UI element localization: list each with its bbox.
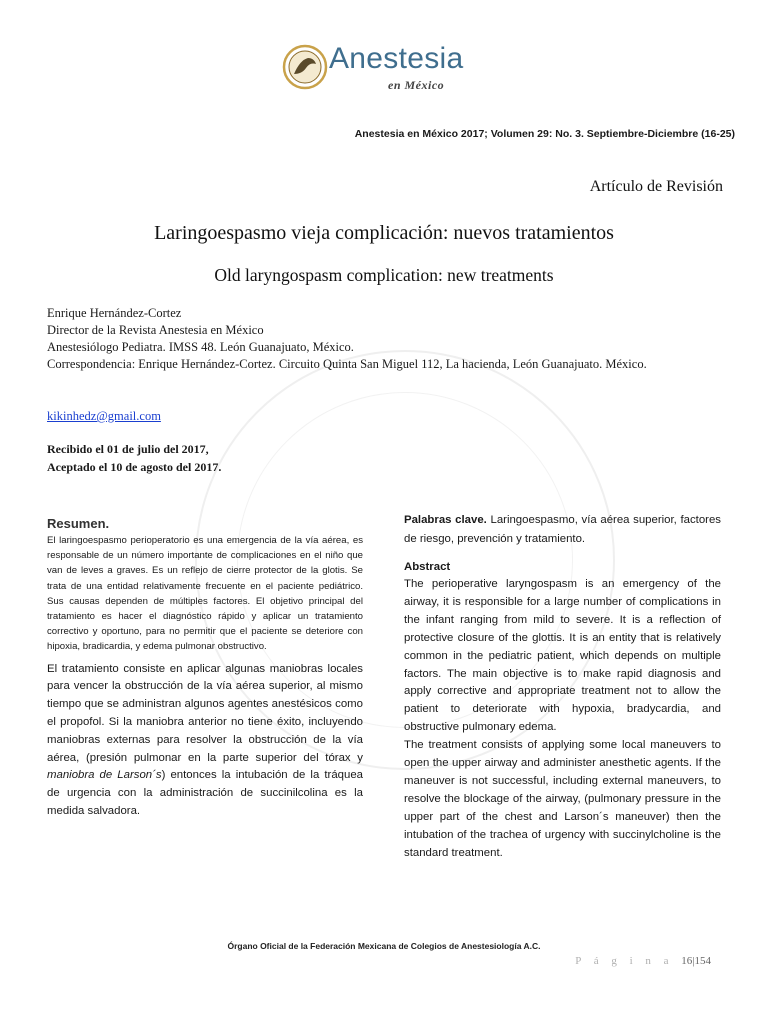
keywords-label: Palabras clave. — [404, 514, 487, 526]
anesthesia-emblem-icon — [282, 44, 328, 90]
author-affiliation-line: Anestesiólogo Pediatra. IMSS 48. León Guanajuato, México. — [47, 340, 354, 354]
page-sequence-separator: | — [692, 955, 695, 967]
page-label: P á g i n a — [575, 955, 674, 967]
article-title-english: Old laryngospasm complication: new treatments — [214, 265, 554, 285]
article-type: Artículo de Revisión — [589, 178, 723, 195]
resumen-heading: Resumen. — [47, 516, 110, 531]
author-block — [47, 305, 737, 373]
page-number-value: 16 — [681, 955, 693, 967]
author-affiliation-line: Director de la Revista Anestesia en México — [47, 323, 264, 337]
page-sequence-value: 154 — [694, 955, 711, 967]
journal-logo — [282, 40, 482, 100]
journal-citation: Anestesia en México 2017; Volumen 29: No. 3. Septiembre-Diciembre (16-25) — [354, 128, 735, 140]
accepted-date: Aceptado el 10 de agosto del 2017. — [47, 460, 222, 474]
abstract-column — [404, 511, 721, 863]
resumen-treatment-text-end: ) entonces la intubación de la tráquea de urgencia con la administración de succinilcolina es la medida salvadora. — [47, 769, 363, 817]
abstract-treatment-paragraph: The treatment consists of applying some local maneuvers to open the upper airway and administer anesthetic agents. If the maneuver is not successful, including external maneuvers, to resolve the blockage of the airway, (pulmonary pressure in the upper part of the chest and Larson´s maneuver) then the intubation of the trachea of urgency with succinylcholine is the standard treatment. — [404, 739, 721, 859]
article-dates — [47, 440, 221, 476]
keywords-text: Laringoespasmo, vía aérea superior, factores de riesgo, prevención y tratamiento. — [404, 514, 722, 545]
correspondence-line: Correspondencia: Enrique Hernández-Cortez. Circuito Quinta San Miguel 112, La hacienda, León Guanajuato. México. — [47, 357, 647, 371]
footer-organ: Órgano Oficial de la Federación Mexicana de Colegios de Anestesiología A.C. — [227, 941, 541, 951]
logo-title: Anestesia — [329, 42, 464, 75]
received-date: Recibido el 01 de julio del 2017, — [47, 442, 209, 456]
abstract-heading: Abstract — [404, 561, 451, 573]
author-email-link[interactable]: kikinhedz@gmail.com — [47, 409, 161, 423]
author-name: Enrique Hernández-Cortez — [47, 306, 182, 320]
article-title-spanish: Laringoespasmo vieja complicación: nuevos tratamientos — [154, 222, 614, 244]
page-number — [575, 955, 711, 967]
abstract-paragraph: The perioperative laryngospasm is an emergency of the airway, it is responsible for a large number of complications in the infant ranging from mild to severe. It is a reflection of protective closure of the glottis. It is an entity that is relatively common in the pediatric patient, which depends on multiple factors. The main objective is to make rapid diagnosis and apply corrective and appropriate treatment not to allow the patient to deteriorate with hypoxia, bradycardia, and obstructive pulmonary edema. — [404, 578, 721, 734]
resumen-treatment-paragraph — [47, 661, 363, 821]
larson-maneuver-italic: maniobra de Larson´s — [47, 769, 162, 782]
resumen-column — [47, 516, 363, 821]
logo-subtitle: en México — [388, 78, 445, 92]
keywords-paragraph — [404, 511, 721, 548]
resumen-treatment-text: El tratamiento consiste en aplicar algunas maniobras locales para vencer la obstrucción de la vía aérea superior, al mismo tiempo que se administran algunos agentes anestésicos como el propofol. Si la maniobra anterior no tiene éxito, incluyendo maniobras externas para resolver la obstrucción de la vía aérea, (presión pulmonar en la parte superior del tórax y — [47, 662, 363, 764]
resumen-paragraph: El laringoespasmo perioperatorio es una emergencia de la vía aérea, es responsable de un número importante de complicaciones en el niño que van de leves a graves. Es un reflejo de cierre protector de la glotis. Se trata de una entidad relativamente frecuente en el paciente pediátrico. Sus causas dependen de múltiples factores. El objetivo principal del tratamiento es hacer el diagnóstico rápido y aplicar un tratamiento correctivo y oportuno, para no permitir que el paciente se deteriore con hipoxia, bradicardia, y edema pulmonar obstructivo. — [47, 535, 363, 653]
